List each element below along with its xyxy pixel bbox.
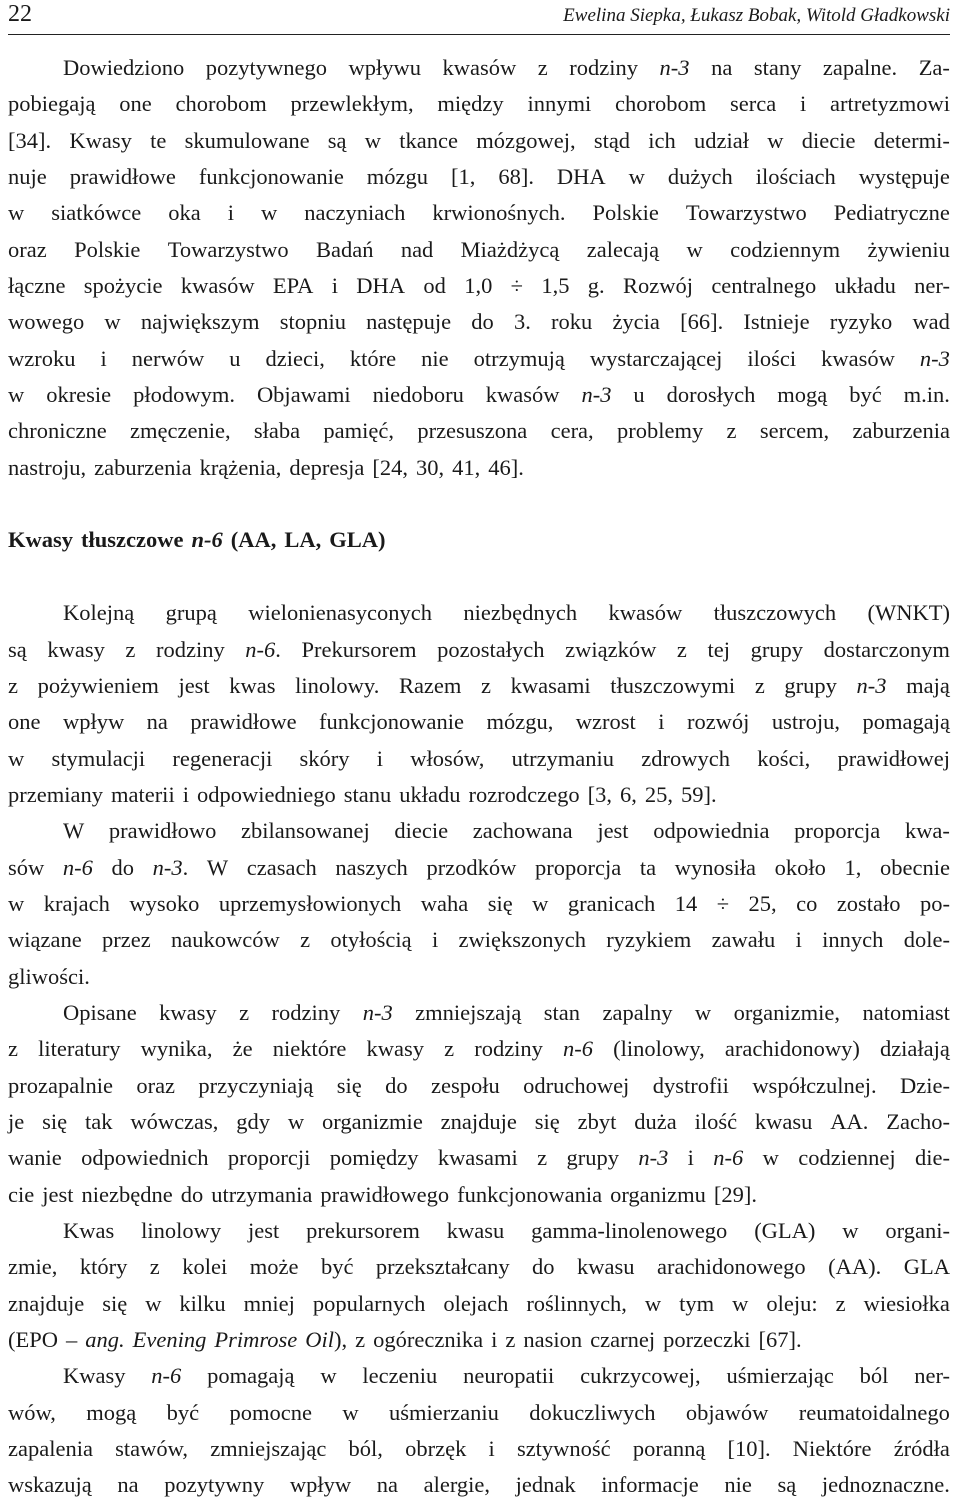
text-line: [34]. Kwasy te skumulowane są w tkance mózgowej, stąd ich udział w diecie determi- [8,127,950,153]
article-body [8,50,950,1504]
text-line: zmie, który z kolei może być przekształcany do kwasu arachidonowego (AA). GLA [8,1254,950,1280]
text-line: wów, mogą być pomocne w uśmierzaniu dokuczliwych objawów reumatoidalnego [8,1399,950,1425]
text-line: łączne spożycie kwasów EPA i DHA od 1,0 ÷ 1,5 g. Rozwój centralnego układu ner- [8,273,950,299]
text-line: pobiegają one chorobom przewlekłym, między innymi chorobom serca i artretyzmowi [8,91,950,117]
text-line: w okresie płodowym. Objawami niedoboru kwasów n-3 u dorosłych mogą być m.in. [8,382,950,408]
text-line: nuje prawidłowe funkcjonowanie mózgu [1, 68]. DHA w dużych ilościach występuje [8,164,950,190]
text-line: W prawidłowo zbilansowanej diecie zachowana jest odpowiednia proporcja kwa- [63,818,950,844]
text-line: znajduje się w kilku mniej popularnych olejach roślinnych, w tym w oleju: z wiesiołka [8,1290,950,1316]
text-line: są kwasy z rodziny n-6. Prekursorem pozostałych związków z tej grupy dostarczonym [8,636,950,662]
text-line: zapalenia stawów, zmniejszając ból, obrzęk i sztywność poranną [10]. Niektóre źródła [8,1436,950,1462]
text-line: w krajach wysoko uprzemysłowionych waha się w granicach 14 ÷ 25, co zostało po- [8,890,950,916]
text-line: (EPO – ang. Evening Primrose Oil), z ogórecznika i z nasion czarnej porzeczki [67]. [8,1327,802,1353]
text-line: wowego w największym stopniu następuje do 3. roku życia [66]. Istnieje ryzyko wad [8,309,950,335]
text-line: wanie odpowiednich proporcji pomiędzy kwasami z grupy n-3 i n-6 w codziennej die- [8,1145,950,1171]
text-line: cie jest niezbędne do utrzymania prawidłowego funkcjonowania organizmu [29]. [8,1181,758,1207]
section-heading: Kwasy tłuszczowe n-6 (AA, LA, GLA) [8,527,386,553]
text-line: prozapalnie oraz przyczyniają się do zespołu odruchowej dystrofii współczulnej. Dzie- [8,1072,950,1098]
text-line: one wpływ na prawidłowe funkcjonowanie mózgu, wzrost i rozwój ustroju, pomagają [8,709,950,735]
text-line: przemiany materii i odpowiedniego stanu układu rozrodczego [3, 6, 25, 59]. [8,781,717,807]
text-line: gliwości. [8,963,90,989]
text-line: chroniczne zmęczenie, słaba pamięć, przesuszona cera, problemy z sercem, zaburzenia [8,418,950,444]
page-number: 22 [8,1,32,27]
text-line: w stymulacji regeneracji skóry i włosów, utrzymaniu zdrowych kości, prawidłowej [8,745,950,771]
text-line: sów n-6 do n-3. W czasach naszych przodków proporcja ta wynosiła około 1, obecnie [8,854,950,880]
text-line: Kolejną grupą wielonienasyconych niezbędnych kwasów tłuszczowych (WNKT) [63,600,950,626]
text-line: w siatkówce oka i w naczyniach krwionośnych. Polskie Towarzystwo Pediatryczne [8,200,950,226]
running-head-authors: Ewelina Siepka, Łukasz Bobak, Witold Gładkowski [563,5,950,26]
running-header [8,0,950,35]
text-line: wzroku i nerwów u dzieci, które nie otrzymują wystarczającej ilości kwasów n-3 [8,345,950,371]
text-line: je się tak wówczas, gdy w organizmie znajduje się zbyt duża ilość kwasu AA. Zacho- [8,1108,950,1134]
paragraph-spacer [8,486,950,522]
text-line: Kwasy n-6 pomagają w leczeniu neuropatii cukrzycowej, uśmierzając ból ner- [63,1363,950,1389]
text-line: Dowiedziono pozytywnego wpływu kwasów z rodziny n-3 na stany zapalne. Za- [63,55,950,80]
paragraph-spacer [8,559,950,595]
text-line: wiązane przez naukowców z otyłością i zwiększonych ryzykiem zawału i innych dole- [8,927,950,953]
text-line: wskazują na pozytywny wpływ na alergie, jednak informacje nie są jednoznaczne. [8,1472,950,1498]
text-line: Kwas linolowy jest prekursorem kwasu gamma-linolenowego (GLA) w organi- [63,1218,950,1243]
text-line: z pożywieniem jest kwas linolowy. Razem z kwasami tłuszczowymi z grupy n-3 mają [8,672,950,698]
text-line: Opisane kwasy z rodziny n-3 zmniejszają stan zapalny w organizmie, natomiast [63,999,950,1025]
text-line: oraz Polskie Towarzystwo Badań nad Miażdżycą zalecają w codziennym żywieniu [8,236,950,262]
text-line: z literatury wynika, że niektóre kwasy z rodziny n-6 (linolowy, arachidonowy) działają [8,1036,950,1062]
text-line: nastroju, zaburzenia krążenia, depresja [24, 30, 41, 46]. [8,454,524,480]
